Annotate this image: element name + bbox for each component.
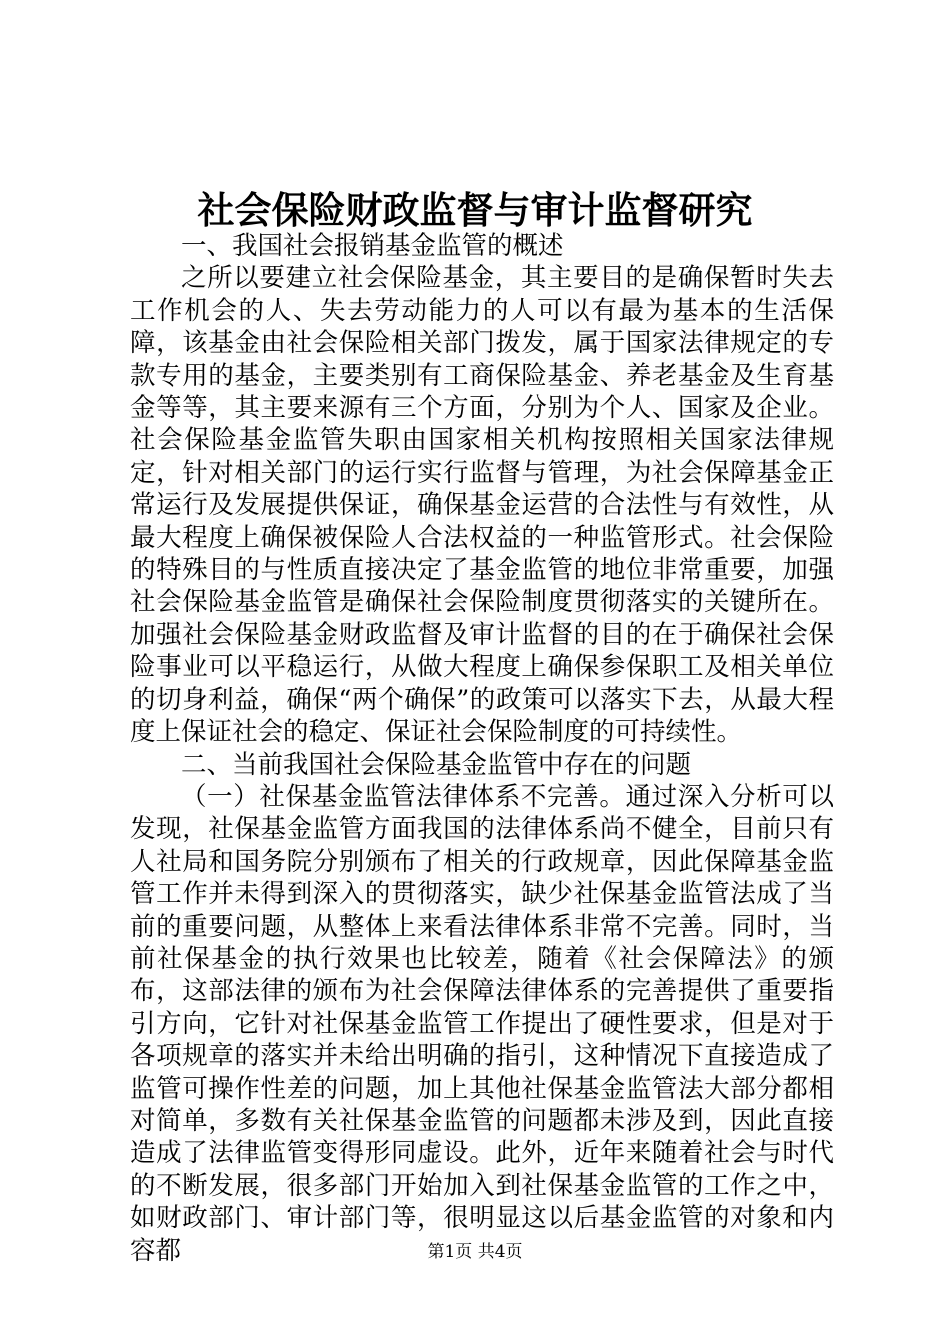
document-body — [130, 230, 834, 1267]
section-heading: 二、当前我国社会保险基金监管中存在的问题 — [181, 749, 692, 780]
body-paragraph: （一）社保基金监管法律体系不完善。通过深入分析可以发现，社保基金监管方面我国的法律体系尚不健全，目前只有人社局和国务院分别颁布了相关的行政规章，因此保障基金监管工作并未得到深入的贯彻落实，缺少社保基金监管法成了当前的重要问题，从整体上来看法律体系非常不完善。同时，当前社保基金的执行效果也比较差，随着《社会保障法》的颁布，这部法律的颁布为社会保障法律体系的完善提供了重要指引方向，它针对社保基金监管工作提出了硬性要求，但是对于各项规章的落实并未给出明确的指引，这种情况下直接造成了监管可操作性差的问题，加上其他社保基金监管法大部分都相对简单，多数有关社保基金监管的问题都未涉及到，因此直接造成了法律监管变得形同虚设。此外，近年来随着社会与时代的不断发展，很多部门开始加入到社保基金监管的工作之中，如财政部门、审计部门等，很明显这以后基金监管的对象和内容都 — [130, 781, 834, 1266]
page-title: 社会保险财政监督与审计监督研究 — [197, 188, 753, 232]
body-paragraph: 之所以要建立社会保险基金，其主要目的是确保暂时失去工作机会的人、失去劳动能力的人可以有最为基本的生活保障，该基金由社会保险相关部门拨发，属于国家法律规定的专款专用的基金，主要类别有工商保险基金、养老基金及生育基金等等，其主要来源有三个方面，分别为个人、国家及企业。社会保险基金监管失职由国家相关机构按照相关国家法律规定，针对相关部门的运行实行监督与管理，为社会保障基金正常运行及发展提供保证，确保基金运营的合法性与有效性，从最大程度上确保被保险人合法权益的一种监管形式。社会保险的特殊目的与性质直接决定了基金监管的地位非常重要，加强社会保险基金监管是确保社会保险制度贯彻落实的关键所在。加强社会保险基金财政监督及审计监督的目的在于确保社会保险事业可以平稳运行，从做大程度上确保参保职工及相关单位的切身利益，确保“两个确保”的政策可以落实下去，从最大程度上保证社会的稳定、保证社会保险制度的可持续性。 — [130, 263, 834, 748]
section-heading: 一、我国社会报销基金监管的概述 — [181, 231, 564, 261]
page-footer: 第1页 共4页 — [427, 1242, 523, 1262]
